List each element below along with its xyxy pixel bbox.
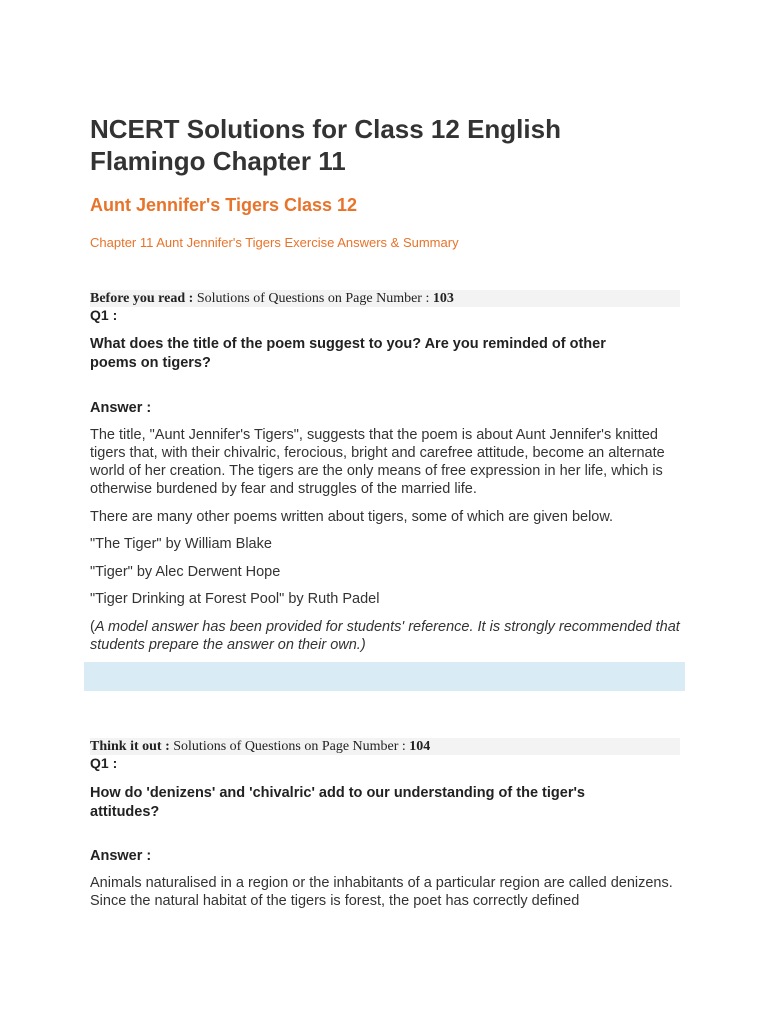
page-number: 104 [409, 739, 431, 754]
note-open: ( [90, 619, 95, 635]
question-label: Q1 : [90, 307, 118, 323]
chapter-subtitle: Aunt Jennifer's Tigers Class 12 [90, 195, 358, 215]
page-title: NCERT Solutions for Class 12 English Flamingo Chapter 11 [90, 114, 561, 176]
answer-paragraph: The title, "Aunt Jennifer's Tigers", suggests that the poem is about Aunt Jennifer's knitted tigers that, with their chivalric, ferocious, bright and carefree attitude, become an alternate world of her creation. The tigers are the only means of free expression in her life, which is otherwise burdened by fear and struggles of the married life. [90, 427, 665, 497]
answer-label: Answer : [90, 848, 152, 864]
section-meta-bar [90, 290, 680, 307]
poem-reference: "Tiger" by Alec Derwent Hope [90, 564, 281, 580]
question-text: What does the title of the poem suggest to you? Are you reminded of other poems on tigers? [90, 336, 606, 371]
answer-paragraph: There are many other poems written about tigers, some of which are given below. [90, 509, 614, 525]
poem-reference: "Tiger Drinking at Forest Pool" by Ruth Padel [90, 591, 380, 607]
section-meta-text: Solutions of Questions on Page Number : [169, 739, 410, 754]
section-heading: Before you read : [90, 291, 194, 306]
ad-placeholder-band [84, 662, 685, 691]
poem-reference: "The Tiger" by William Blake [90, 536, 272, 552]
answer-paragraph: Animals naturalised in a region or the inhabitants of a particular region are called denizens. Since the natural habitat of the tigers is forest, the poet has correctly defined [90, 875, 673, 909]
model-answer-note [90, 618, 682, 654]
note-text: A model answer has been provided for students' reference. It is strongly recommended that students prepare the answer on their own.) [90, 619, 680, 653]
page-number: 103 [432, 291, 454, 306]
section-heading: Think it out : [90, 739, 170, 754]
section-meta-text: Solutions of Questions on Page Number : [193, 291, 433, 306]
section-meta-bar [90, 738, 680, 755]
answer-label: Answer : [90, 400, 152, 416]
chapter-description: Chapter 11 Aunt Jennifer's Tigers Exercise Answers & Summary [90, 235, 459, 250]
question-text: How do 'denizens' and 'chivalric' add to our understanding of the tiger's attitudes? [90, 785, 585, 820]
question-label: Q1 : [90, 755, 118, 771]
